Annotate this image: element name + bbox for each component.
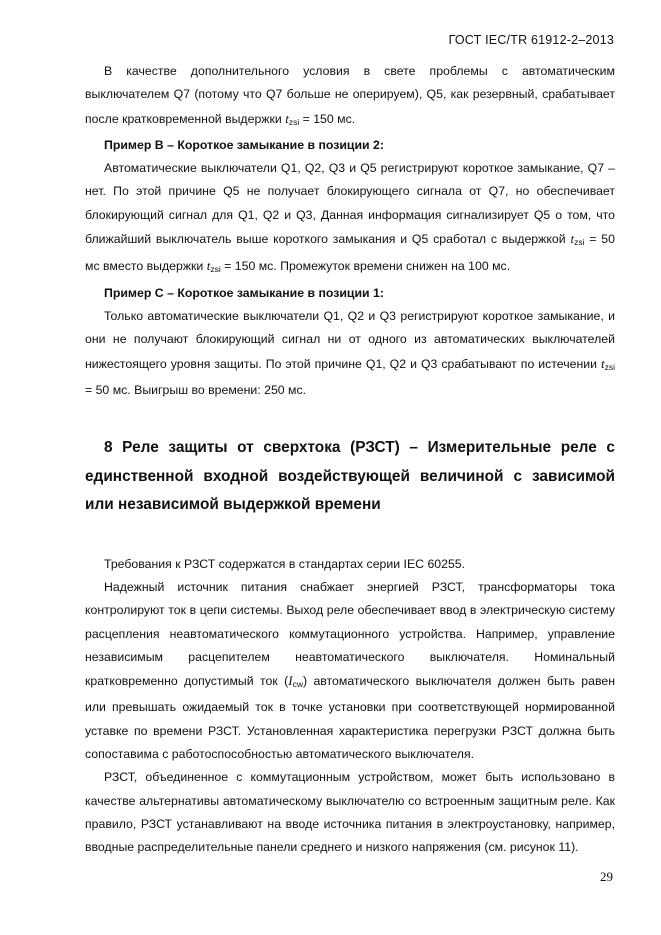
paragraph-example-b: Автоматические выключатели Q1, Q2, Q3 и Q5 регистрируют короткое замыкание, Q7 – нет. По этой причине Q5 не получает блокирующего сигнала от Q7, но обеспечивает блокирующий сигнал для Q1, Q2 и Q3, Данная информация сигнализирует Q5 о том, что ближайший выключатель выше короткого замыкания и Q5 сработал с выдержкой $t_{zsi} = 50$ мс вместо выдержки $t_{zsi} = 150$ мс. Промежуток времени снижен на 100 мс. (85, 161, 615, 275)
paragraph-alternative: РЗСТ, объединенное с коммутационным устройством, может быть использовано в качестве альтернативы автоматическому выключателю со встроенным защитным реле. Как правило, РЗСТ устанавливают на вводе источника питания в электроустановку, например, вводные распределительные панели среднего и низкого напряжения (см. рисунок 11). (85, 770, 615, 855)
paragraph-example-c: Только автоматические выключатели Q1, Q2 и Q3 регистрируют короткое замыкание, и они не получают блокирующий сигнал ни от одного из автоматических выключателей нижестоящего уровня защиты. По этой причине Q1, Q2 и Q3 срабатывают по истечении $t_{zsi} = 50$ мс. Выигрыш во времени: 250 мс. (85, 308, 615, 397)
paragraph-requirements: Требования к РЗСТ содержатся в стандартах серии IEC 60255. (104, 556, 466, 571)
page-body (85, 60, 615, 860)
example-c-title: Пример C – Короткое замыкание в позиции 1: (104, 285, 384, 300)
page-number: 29 (600, 869, 613, 884)
paragraph-power-supply: Надежный источник питания снабжает энергией РЗСТ, трансформаторы тока контролируют ток в цепи системы. Выход реле обеспечивает ввод в электрическую систему расцепления неавтоматического коммутационного устройства. Например, управление независимым расцепителем неавтоматического выключателя. Номинальный кратковременно допустимый ток $(I_{cw})$ автоматического выключателя должен быть равен или превышать ожидаемый ток в точке установки при соответствующей нормированной уставке по времени РЗСТ. Установленная характеристика перегрузки РЗСТ должна быть сопоставима с работоспособностью автоматического выключателя. (85, 579, 615, 762)
document-header: ГОСТ IEC/TR 61912-2–2013 (448, 33, 614, 47)
section-8-heading: 8 Реле защиты от сверхтока (РЗСТ) – Измерительные реле с единственной входной воздействующей величиной с зависимой или независимой выдержкой времени (85, 439, 615, 514)
paragraph-additional-condition: В качестве дополнительного условия в свете проблемы с автоматическим выключателем Q7 (потому что Q7 больше не оперируем), Q5, как резервный, срабатывает после кратковременной выдержки $t_{zsi} = 150$ мс. (85, 64, 615, 127)
example-b-title: Пример B – Короткое замыкание в позиции 2: (104, 137, 384, 152)
